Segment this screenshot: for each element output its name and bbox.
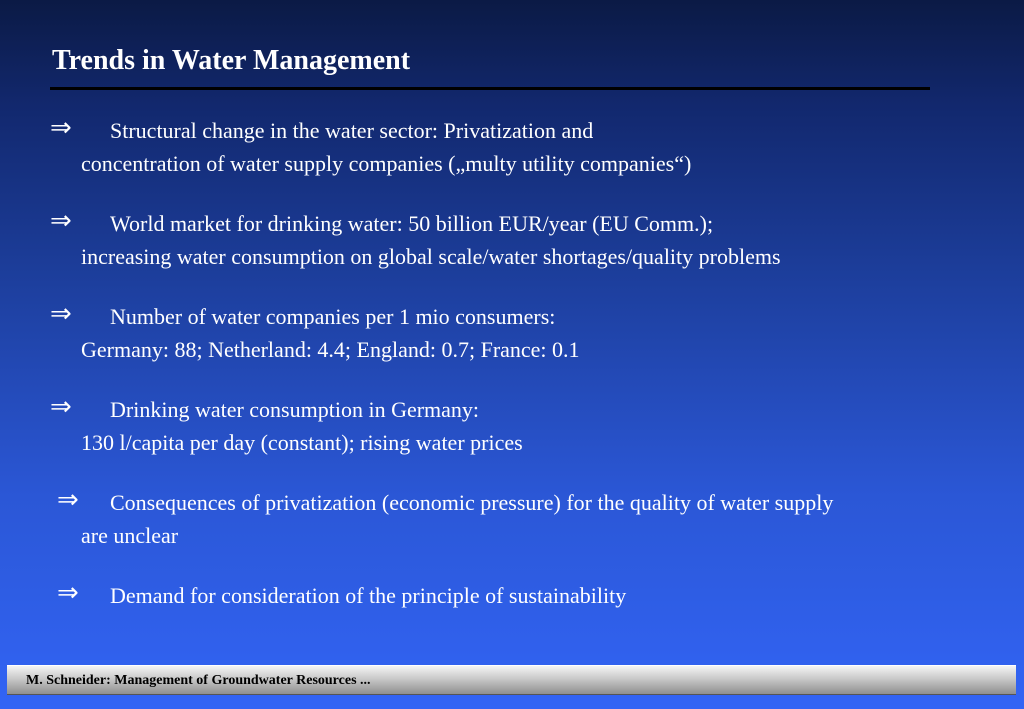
implies-arrow-icon: ⇒ [50,113,72,143]
bullet-item [50,486,1010,552]
bullet-item [50,114,1010,180]
bullet-line: are unclear [81,523,179,548]
bullet-line: Germany: 88; Netherland: 4.4; England: 0.7; France: 0.1 [81,337,580,362]
bullet-line: 130 l/capita per day (constant); rising water prices [81,430,523,455]
bullet-item [50,207,1010,273]
bullet-line: Demand for consideration of the principle of sustainability [110,583,627,608]
implies-arrow-icon: ⇒ [50,299,72,329]
bullet-line: Structural change in the water sector: Privatization and [110,118,594,143]
bullet-line: World market for drinking water: 50 billion EUR/year (EU Comm.); [110,211,714,236]
implies-arrow-icon: ⇒ [57,578,79,608]
bullet-list [50,114,1010,639]
bullet-item [50,300,1010,366]
implies-arrow-icon: ⇒ [50,206,72,236]
footer-bar [7,665,1016,695]
bullet-line: Consequences of privatization (economic pressure) for the quality of water supply [110,490,834,515]
title-underline [50,87,930,90]
bullet-line: Drinking water consumption in Germany: [110,397,480,422]
bullet-item [50,579,1010,612]
bullet-line: concentration of water supply companies („multy utility companies“) [81,151,692,176]
slide-title: Trends in Water Management [52,45,411,76]
bullet-item [50,393,1010,459]
bullet-line: increasing water consumption on global scale/water shortages/quality problems [81,244,781,269]
implies-arrow-icon: ⇒ [57,485,79,515]
bullet-line: Number of water companies per 1 mio consumers: [110,304,556,329]
implies-arrow-icon: ⇒ [50,392,72,422]
footer-text: M. Schneider: Management of Groundwater Resources ... [26,673,371,688]
